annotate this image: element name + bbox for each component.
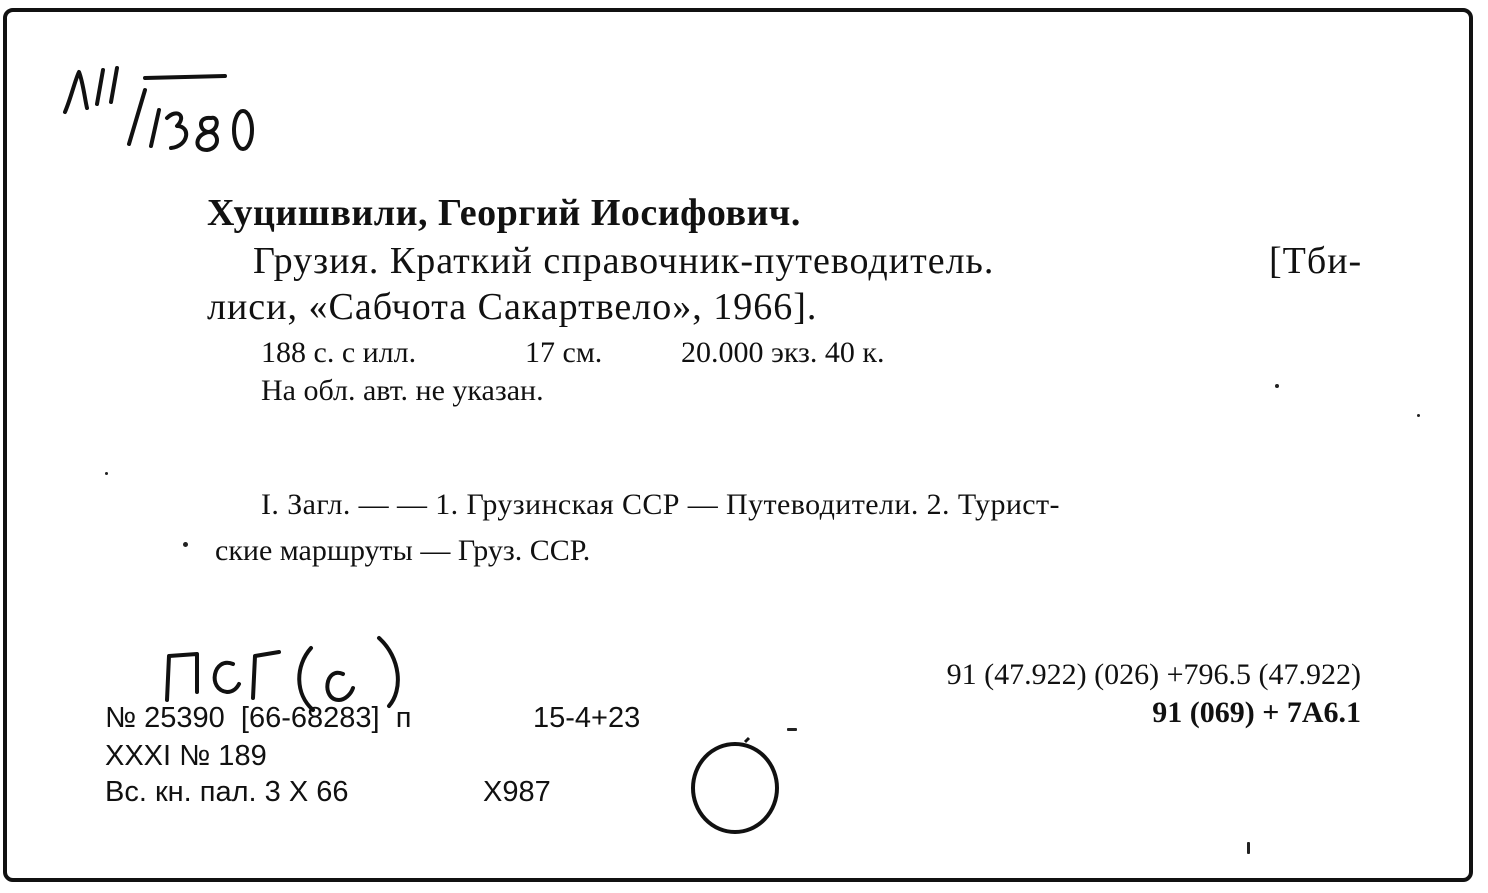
subjects-line-2: ские маршруты — Груз. ССР. (215, 534, 591, 567)
size: 17 см. (525, 336, 603, 369)
title-line-2: лиси, «Сабчота Сакартвело», 1966]. (207, 286, 818, 328)
copies-price: 20.000 экз. 40 к. (681, 336, 885, 369)
title-line-1: Грузия. Краткий справочник-путеводитель. (253, 240, 995, 282)
book-chamber: Вс. кн. пал. 3 X 66 (105, 776, 349, 808)
speck (1417, 414, 1420, 417)
speck (787, 728, 797, 731)
speck (1275, 384, 1279, 388)
series: XXXI № 189 (105, 740, 267, 772)
punch-hole-icon (687, 736, 787, 840)
record-number: № 25390 [66-68283] п (105, 702, 412, 734)
title-line-1-end: [Тби- (1269, 240, 1363, 282)
speck (105, 472, 108, 475)
speck (1247, 842, 1250, 854)
handwritten-shelfmark (59, 60, 269, 170)
note: На обл. авт. не указан. (261, 374, 544, 407)
collation: 188 с. с илл. (261, 336, 417, 369)
subjects-line-1: I. Загл. — — 1. Грузинская ССР — Путеводители. 2. Турист- (261, 488, 1060, 521)
code-x: Х987 (483, 776, 551, 808)
author-heading: Хуцишвили, Георгий Иосифович. (207, 192, 801, 234)
classification-line-1: 91 (47.922) (026) +796.5 (47.922) (946, 658, 1361, 691)
code-15: 15-4+23 (533, 702, 641, 734)
speck (183, 542, 188, 547)
catalog-card (3, 8, 1473, 882)
handwritten-stamp (157, 630, 407, 712)
classification-line-2: 91 (069) + 7А6.1 (1152, 696, 1361, 729)
